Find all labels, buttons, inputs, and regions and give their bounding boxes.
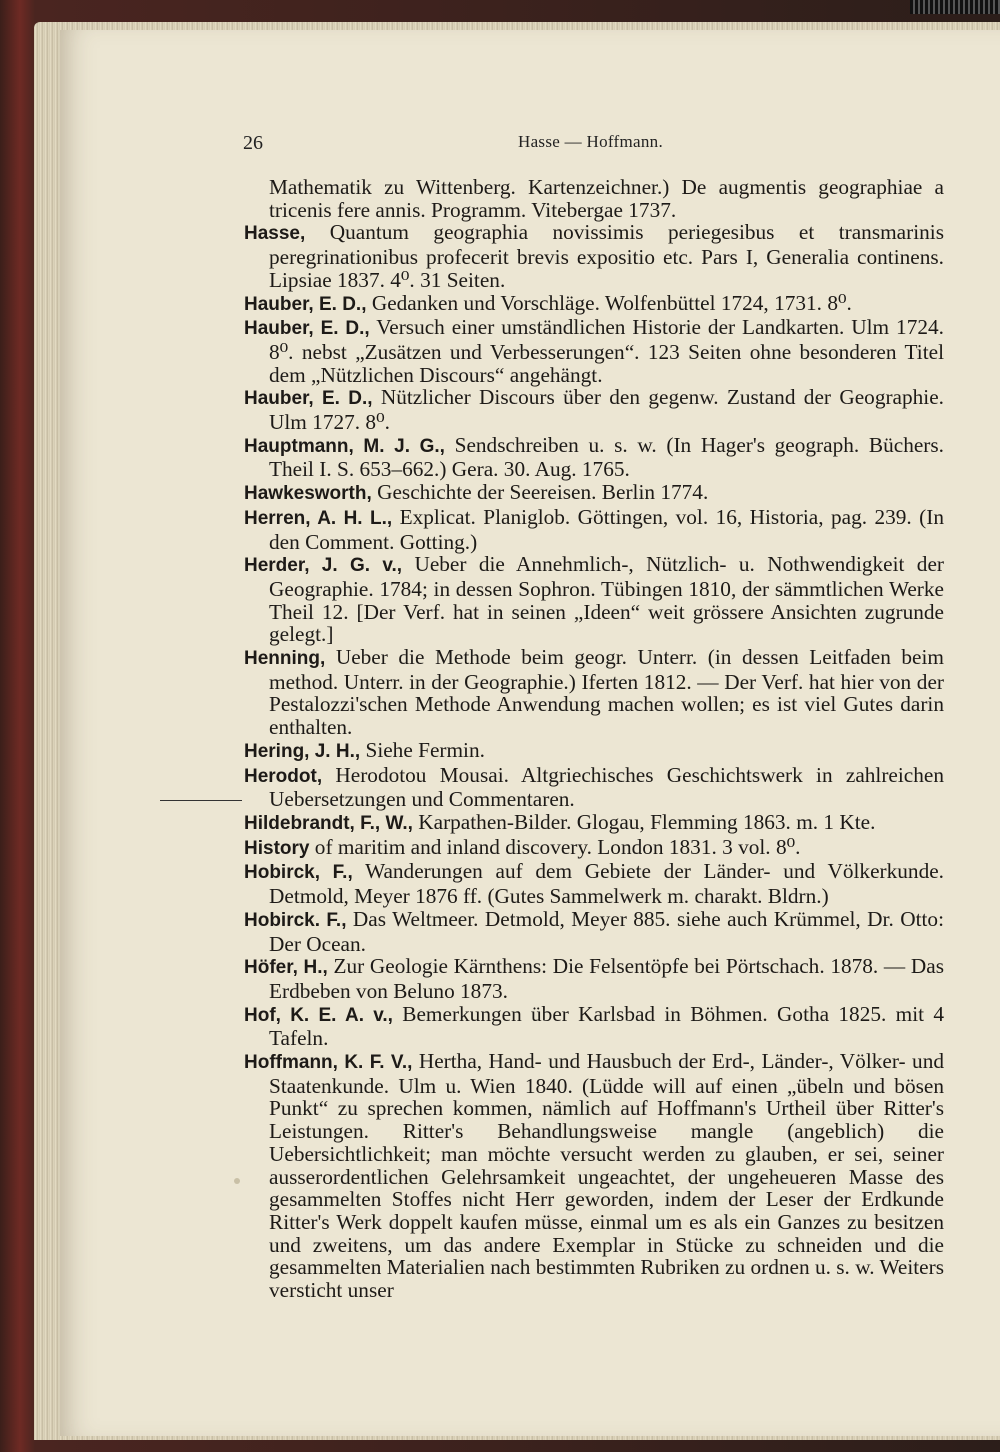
entry-text: Zur Geologie Kärnthens: Die Felsentöpfe bei Pörtschach. 1878. — Das Erdbeben von Beluno 1873. xyxy=(269,954,945,1003)
entry-author: Herodot, xyxy=(244,765,323,787)
entry-text: Das Weltmeer. Detmold, Meyer 885. siehe auch Krümmel, Dr. Otto: Der Ocean. xyxy=(269,906,945,956)
entry-author: Hof, K. E. A. v., xyxy=(244,1004,393,1026)
page-number: 26 xyxy=(243,132,263,154)
running-head: Hasse — Hoffmann. xyxy=(518,132,664,151)
bibliography-list xyxy=(244,176,944,1302)
list-item xyxy=(244,836,944,861)
entry-author: Hauber, E. D., xyxy=(244,318,370,340)
entry-text: of maritim and inland discovery. London 1831. 3 vol. 8⁰. xyxy=(314,834,801,859)
entry-text: Sendschreiben u. s. w. (In Hager's geograph. Büchers. Theil I. S. 653–662.) Gera. 30. Aug. 1765. xyxy=(269,432,944,482)
scan-strip xyxy=(910,0,1000,14)
entry-author: Hawkesworth, xyxy=(244,483,372,505)
list-item xyxy=(244,811,944,836)
entry-text: Gedanken und Vorschläge. Wolfenbüttel 1724, 1731. 8⁰. xyxy=(371,290,852,315)
entry-text: Herodotou Mousai. Altgriechisches Geschichtswerk in zahlreichen Uebersetzungen und Commentaren. xyxy=(269,762,944,812)
list-item xyxy=(244,553,944,646)
entry-author: Henning, xyxy=(244,648,326,670)
entry-author: Hoffmann, K. F. V., xyxy=(244,1052,413,1074)
entry-text: Ueber die Annehmlich-, Nützlich- u. Nothwendigkeit der Geographie. 1784; in dessen Sophron. Tübingen 1810, der sämmtlichen Werke Theil 12. [Der Verf. hat in seinen „Ideen“ weit grössere Ansichten zugrunde gelegt.] xyxy=(269,552,945,647)
list-item xyxy=(244,176,944,221)
list-item xyxy=(244,292,944,317)
list-item xyxy=(244,739,944,764)
entry-author: Hauptmann, M. J. G., xyxy=(244,435,445,457)
entry-author: History xyxy=(244,837,310,859)
page-header xyxy=(0,132,1000,162)
list-item xyxy=(244,860,944,907)
entry-author: Hobirck, F., xyxy=(244,862,353,884)
list-item xyxy=(244,764,944,811)
entry-text: Mathematik zu Wittenberg. Kartenzeichner.) De augmentis geographiae a tricenis fere annis. Programm. Vitebergae 1737. xyxy=(269,175,944,222)
margin-mark-line xyxy=(160,800,242,801)
entry-text: Explicat. Planiglob. Göttingen, vol. 16, Historia, pag. 239. (In den Comment. Gotting.) xyxy=(269,504,945,554)
list-item xyxy=(244,1003,944,1050)
entry-author: Höfer, H., xyxy=(244,957,328,979)
list-item xyxy=(244,646,944,739)
list-item xyxy=(244,506,944,553)
list-item xyxy=(244,221,944,291)
list-item xyxy=(244,316,944,386)
entry-author: Hering, J. H., xyxy=(244,740,361,762)
entry-author: Herren, A. H. L., xyxy=(244,507,393,529)
list-item xyxy=(244,386,944,433)
list-item xyxy=(244,434,944,481)
entry-author: Hasse, xyxy=(244,223,306,245)
entry-author: Herder, J. G. v., xyxy=(244,555,403,577)
entry-text: Ueber die Methode beim geogr. Unterr. (in dessen Leitfaden beim method. Unterr. in der Geographie.) Iferten 1812. — Der Verf. hat hier von der Pestalozzi'schen Methode Anwendung machen wollen; es ist viel Gutes darin enthalten. xyxy=(269,645,944,740)
entry-author: Hauber, E. D., xyxy=(244,388,373,410)
entry-text: Bemerkungen über Karlsbad in Böhmen. Gotha 1825. mit 4 Tafeln. xyxy=(269,1001,944,1051)
entry-text: Siehe Fermin. xyxy=(365,737,485,762)
entry-text: Wanderungen auf dem Gebiete der Länder- und Völkerkunde. Detmold, Meyer 1876 ff. (Gutes Sammelwerk m. charakt. Bldrn.) xyxy=(269,859,944,909)
entry-text: Quantum geographia novissimis periegesibus et transmarinis peregrinationibus profecerit brevis expositio etc. Pars I, Generalia continens. Lipsiae 1837. 4⁰. 31 Seiten. xyxy=(269,220,944,292)
list-item xyxy=(244,481,944,506)
entry-text: Nützlicher Discours über den gegenw. Zustand der Geographie. Ulm 1727. 8⁰. xyxy=(269,385,945,435)
list-item xyxy=(244,955,944,1002)
list-item xyxy=(244,1050,944,1302)
list-item xyxy=(244,908,944,955)
entry-author: Hildebrandt, F., W., xyxy=(244,812,413,834)
entry-text: Versuch einer umständlichen Historie der Landkarten. Ulm 1724. 8⁰. nebst „Zusätzen und Verbesserungen“. 123 Seiten ohne besonderen Titel dem „Nützlichen Discours“ angehängt. xyxy=(269,315,944,387)
entry-author: Hauber, E. D., xyxy=(244,293,367,315)
entry-text: Hertha, Hand- und Hausbuch der Erd-, Länder-, Völker- und Staatenkunde. Ulm u. Wien 1840. (Lüdde will auf einen „übeln und bösen Punkt“ zu sprechen kommen, nämlich auf Hoffmann's Urtheil über Ritter's Leistungen. Ritter's Behandlungsweise mangle (angeblich) die Uebersichtlichkeit; man möchte versucht werden zu glauben, er sei, seiner ausserordentlichen Gelehrsamkeit ungeachtet, der ungeheueren Masse des gesammelten Stoffes nicht Herr geworden, indem der Leser der Erdkunde Ritter's Werk doppelt kaufen müsse, einmal um es als ein Ganzes zu besitzen und zweitens, um das andere Exemplar in Stücke zu schneiden und die gesammelten Materialien nach bestimmten Rubriken zu ordnen u. s. w. Weiters versticht unser xyxy=(269,1049,944,1303)
paper-spot xyxy=(234,1178,240,1184)
entry-text: Karpathen-Bilder. Glogau, Flemming 1863. m. 1 Kte. xyxy=(418,809,876,834)
entry-text: Geschichte der Seereisen. Berlin 1774. xyxy=(377,480,709,505)
entry-author: Hobirck. F., xyxy=(244,909,347,931)
